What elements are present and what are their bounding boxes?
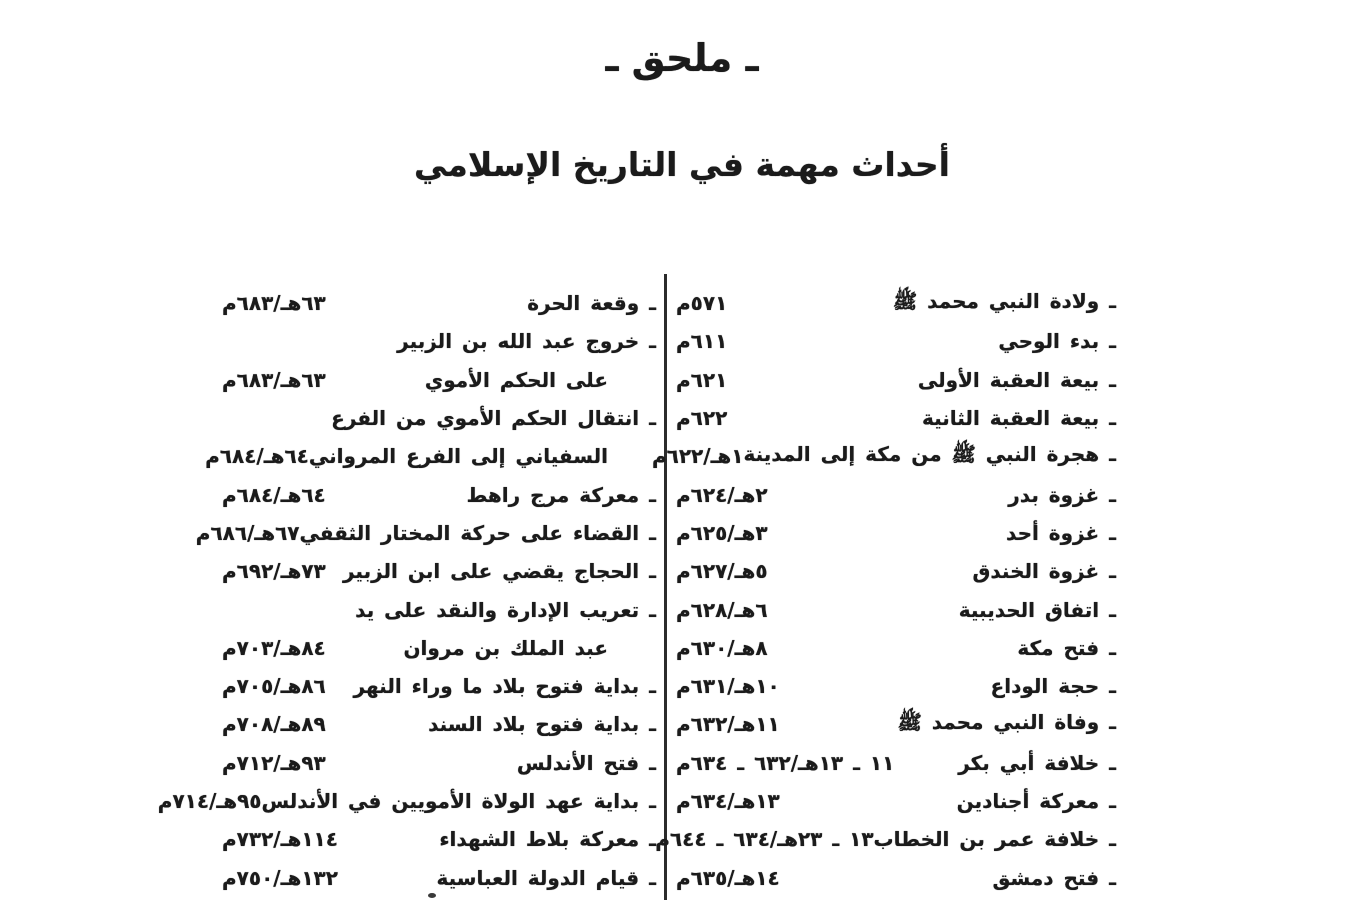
event-bullet-dash: ـ [649, 674, 656, 699]
event-entry [958, 751, 1116, 775]
event-text: انتقال الحكم الأموي من الفرع [331, 406, 640, 431]
event-bullet-dash: ـ [1109, 559, 1116, 584]
event-text: بداية فتوح بلاد ما وراء النهر [353, 674, 640, 699]
event-date: ١٤هـ/٦٣٥م [676, 865, 780, 890]
event-row [222, 475, 656, 513]
event-date: ١هـ/٦٢٢م [651, 444, 744, 469]
event-row [195, 514, 656, 552]
event-row [222, 361, 656, 399]
event-entry [466, 483, 656, 507]
event-row [676, 629, 1116, 667]
event-date: ٦٢٢م [676, 406, 728, 431]
event-text: وقعة الحرة [527, 291, 640, 316]
event-date: ٦٤هـ/٦٨٤م [222, 482, 326, 507]
event-text: السفياني إلى الفرع المرواني [308, 444, 608, 469]
event-date: ٦٢١م [676, 367, 728, 392]
event-entry [957, 789, 1116, 813]
event-row [676, 322, 1116, 360]
event-text: قيام الدولة العباسية [436, 865, 640, 890]
page-title: ـ ملحق ـ [605, 36, 759, 80]
event-row [157, 782, 656, 820]
event-row [676, 284, 1116, 322]
event-row [222, 629, 656, 667]
event-date: ٨٩هـ/٧٠٨م [222, 712, 326, 737]
event-entry [874, 827, 1116, 851]
event-date: ٦٣هـ/٦٨٣م [222, 291, 326, 316]
event-text: غزوة الخندق [972, 559, 1100, 584]
event-date: ٦١١م [676, 329, 728, 354]
timeline-column-left [157, 284, 656, 897]
event-bullet-dash: ـ [1109, 827, 1116, 852]
scan-artifact-dot [428, 893, 436, 898]
event-row [676, 590, 1116, 628]
event-text: هجرة النبي ﷺ من مكة إلى المدينة [743, 441, 1100, 466]
event-entry [343, 559, 656, 583]
event-date: ٩٣هـ/٧١٢م [222, 750, 326, 775]
event-entry [309, 444, 656, 468]
event-row [676, 667, 1116, 705]
event-date: ٥٧١م [676, 291, 728, 316]
event-text: بداية فتوح بلاد السند [428, 712, 640, 737]
event-entry [959, 598, 1116, 622]
event-date: ٦٧هـ/٦٨٦م [195, 520, 300, 545]
event-entry [354, 674, 656, 698]
event-bullet-dash: ـ [1109, 288, 1116, 313]
event-entry [397, 329, 656, 353]
event-entry [972, 559, 1116, 583]
event-bullet-dash: ـ [1109, 520, 1116, 545]
event-text: بدء الوحي [998, 329, 1100, 354]
timeline-column-right [651, 284, 1116, 897]
event-date: ٨٦هـ/٧٠٥م [222, 674, 326, 699]
event-entry [744, 442, 1117, 471]
event-bullet-dash: ـ [649, 559, 656, 584]
event-row [676, 399, 1116, 437]
event-date: ١٣٢هـ/٧٥٠م [222, 865, 338, 890]
event-bullet-dash: ـ [649, 482, 656, 507]
event-row [655, 820, 1116, 858]
event-row [676, 475, 1116, 513]
event-date: ٥هـ/٦٢٧م [676, 559, 768, 584]
event-text: عبد الملك بن مروان [403, 635, 608, 660]
event-text: معركة أجنادين [956, 789, 1100, 813]
event-row [222, 820, 656, 858]
event-bullet-dash: ـ [1109, 674, 1116, 699]
event-bullet-dash: ـ [649, 750, 656, 775]
event-row [222, 667, 656, 705]
event-text: فتح دمشق [992, 865, 1100, 890]
event-date: ٨٤هـ/٧٠٣م [222, 635, 326, 660]
event-text: الحجاج يقضي على ابن الزبير [342, 559, 640, 584]
event-row [676, 514, 1116, 552]
event-bullet-dash: ـ [1109, 406, 1116, 431]
event-text: بيعة العقبة الثانية [921, 406, 1100, 431]
event-row [676, 858, 1116, 896]
event-entry [992, 866, 1116, 890]
event-row [222, 590, 656, 628]
event-bullet-dash: ـ [1109, 329, 1116, 354]
event-row [676, 552, 1116, 590]
event-entry [991, 674, 1116, 698]
page-subtitle: أحداث مهمة في التاريخ الإسلامي [414, 145, 950, 184]
event-text: ولادة النبي محمد ﷺ [893, 288, 1100, 313]
event-bullet-dash: ـ [1109, 482, 1116, 507]
event-date: ١١ ـ ١٣هـ/٦٣٢ ـ ٦٣٤م [676, 750, 895, 775]
event-row [222, 744, 656, 782]
event-date: ٨هـ/٦٣٠م [676, 635, 768, 660]
event-entry [437, 866, 656, 890]
event-entry [262, 789, 657, 813]
event-row [676, 361, 1116, 399]
event-bullet-dash: ـ [649, 789, 656, 813]
event-text: خلافة أبي بكر [958, 750, 1100, 775]
event-entry [918, 368, 1116, 392]
event-bullet-dash: ـ [649, 406, 656, 431]
event-entry [1006, 521, 1116, 545]
event-entry [331, 406, 656, 430]
event-entry [428, 712, 656, 736]
column-divider-rule [664, 274, 667, 900]
event-row [222, 705, 656, 743]
event-entry [527, 291, 656, 315]
event-row [222, 552, 656, 590]
event-entry [439, 827, 656, 851]
event-text: حجة الوداع [990, 674, 1100, 699]
event-date: ١٠هـ/٦٣١م [676, 674, 780, 699]
event-text: اتفاق الحديبية [958, 597, 1100, 622]
event-row [222, 322, 656, 360]
event-row [651, 437, 1116, 475]
event-text: على الحكم الأموي [424, 367, 608, 392]
event-text: خلافة عمر بن الخطاب [873, 827, 1100, 852]
event-bullet-dash: ـ [1109, 441, 1116, 466]
event-text: وفاة النبي محمد ﷺ [897, 709, 1100, 734]
event-date: ٧٣هـ/٦٩٢م [222, 559, 326, 584]
event-entry [355, 598, 656, 622]
event-date: ١١٤هـ/٧٣٢م [222, 827, 338, 852]
event-bullet-dash: ـ [649, 827, 656, 852]
event-text: فتح مكة [1017, 635, 1100, 660]
event-entry [998, 329, 1116, 353]
event-entry [403, 636, 656, 660]
event-bullet-dash: ـ [1109, 789, 1116, 813]
event-text: تعريب الإدارة والنقد على يد [355, 597, 640, 622]
event-bullet-dash: ـ [1109, 635, 1116, 660]
event-bullet-dash: ـ [1109, 367, 1116, 392]
event-bullet-dash: ـ [649, 520, 656, 545]
event-bullet-dash: ـ [649, 865, 656, 890]
event-bullet-dash: ـ [649, 291, 656, 316]
event-entry [1008, 483, 1116, 507]
event-date: ١٣ ـ ٢٣هـ/٦٣٤ ـ ٦٤٤م [655, 827, 874, 852]
event-entry [425, 368, 656, 392]
event-entry [898, 710, 1116, 739]
event-text: غزوة بدر [1008, 482, 1100, 507]
event-text: بداية عهد الولاة الأمويين في الأندلس [261, 789, 640, 813]
event-entry [1017, 636, 1116, 660]
event-row [222, 399, 656, 437]
event-date: ٦٣هـ/٦٨٣م [222, 367, 326, 392]
event-date: ٦هـ/٦٢٨م [676, 597, 768, 622]
event-text: معركة بلاط الشهداء [439, 827, 640, 852]
event-bullet-dash: ـ [649, 712, 656, 737]
event-date: ٢هـ/٦٢٤م [676, 482, 768, 507]
event-entry [893, 289, 1116, 318]
event-text: بيعة العقبة الأولى [917, 367, 1100, 392]
event-text: فتح الأندلس [516, 750, 640, 775]
event-row [205, 437, 656, 475]
event-bullet-dash: ـ [1109, 750, 1116, 775]
event-row [676, 744, 1116, 782]
event-bullet-dash: ـ [1109, 865, 1116, 890]
event-date: ١١هـ/٦٣٢م [676, 712, 780, 737]
event-bullet-dash: ـ [649, 597, 656, 622]
event-row [222, 858, 656, 896]
event-text: معركة مرج راهط [466, 482, 640, 507]
event-date: ٩٥هـ/٧١٤م [157, 789, 262, 813]
event-row [222, 284, 656, 322]
event-bullet-dash: ـ [1109, 597, 1116, 622]
event-date: ٣هـ/٦٢٥م [676, 520, 768, 545]
event-entry [300, 521, 657, 545]
event-entry [517, 751, 656, 775]
event-bullet-dash: ـ [1109, 709, 1116, 734]
event-date: ٦٤هـ/٦٨٤م [205, 444, 309, 469]
event-text: غزوة أحد [1006, 520, 1100, 545]
event-bullet-dash: ـ [649, 329, 656, 354]
event-row [676, 782, 1116, 820]
event-text: خروج عبد الله بن الزبير [397, 329, 640, 354]
event-row [676, 705, 1116, 743]
event-date: ١٣هـ/٦٣٤م [676, 789, 780, 813]
event-text: القضاء على حركة المختار الثقفي [299, 520, 640, 545]
event-entry [922, 406, 1116, 430]
